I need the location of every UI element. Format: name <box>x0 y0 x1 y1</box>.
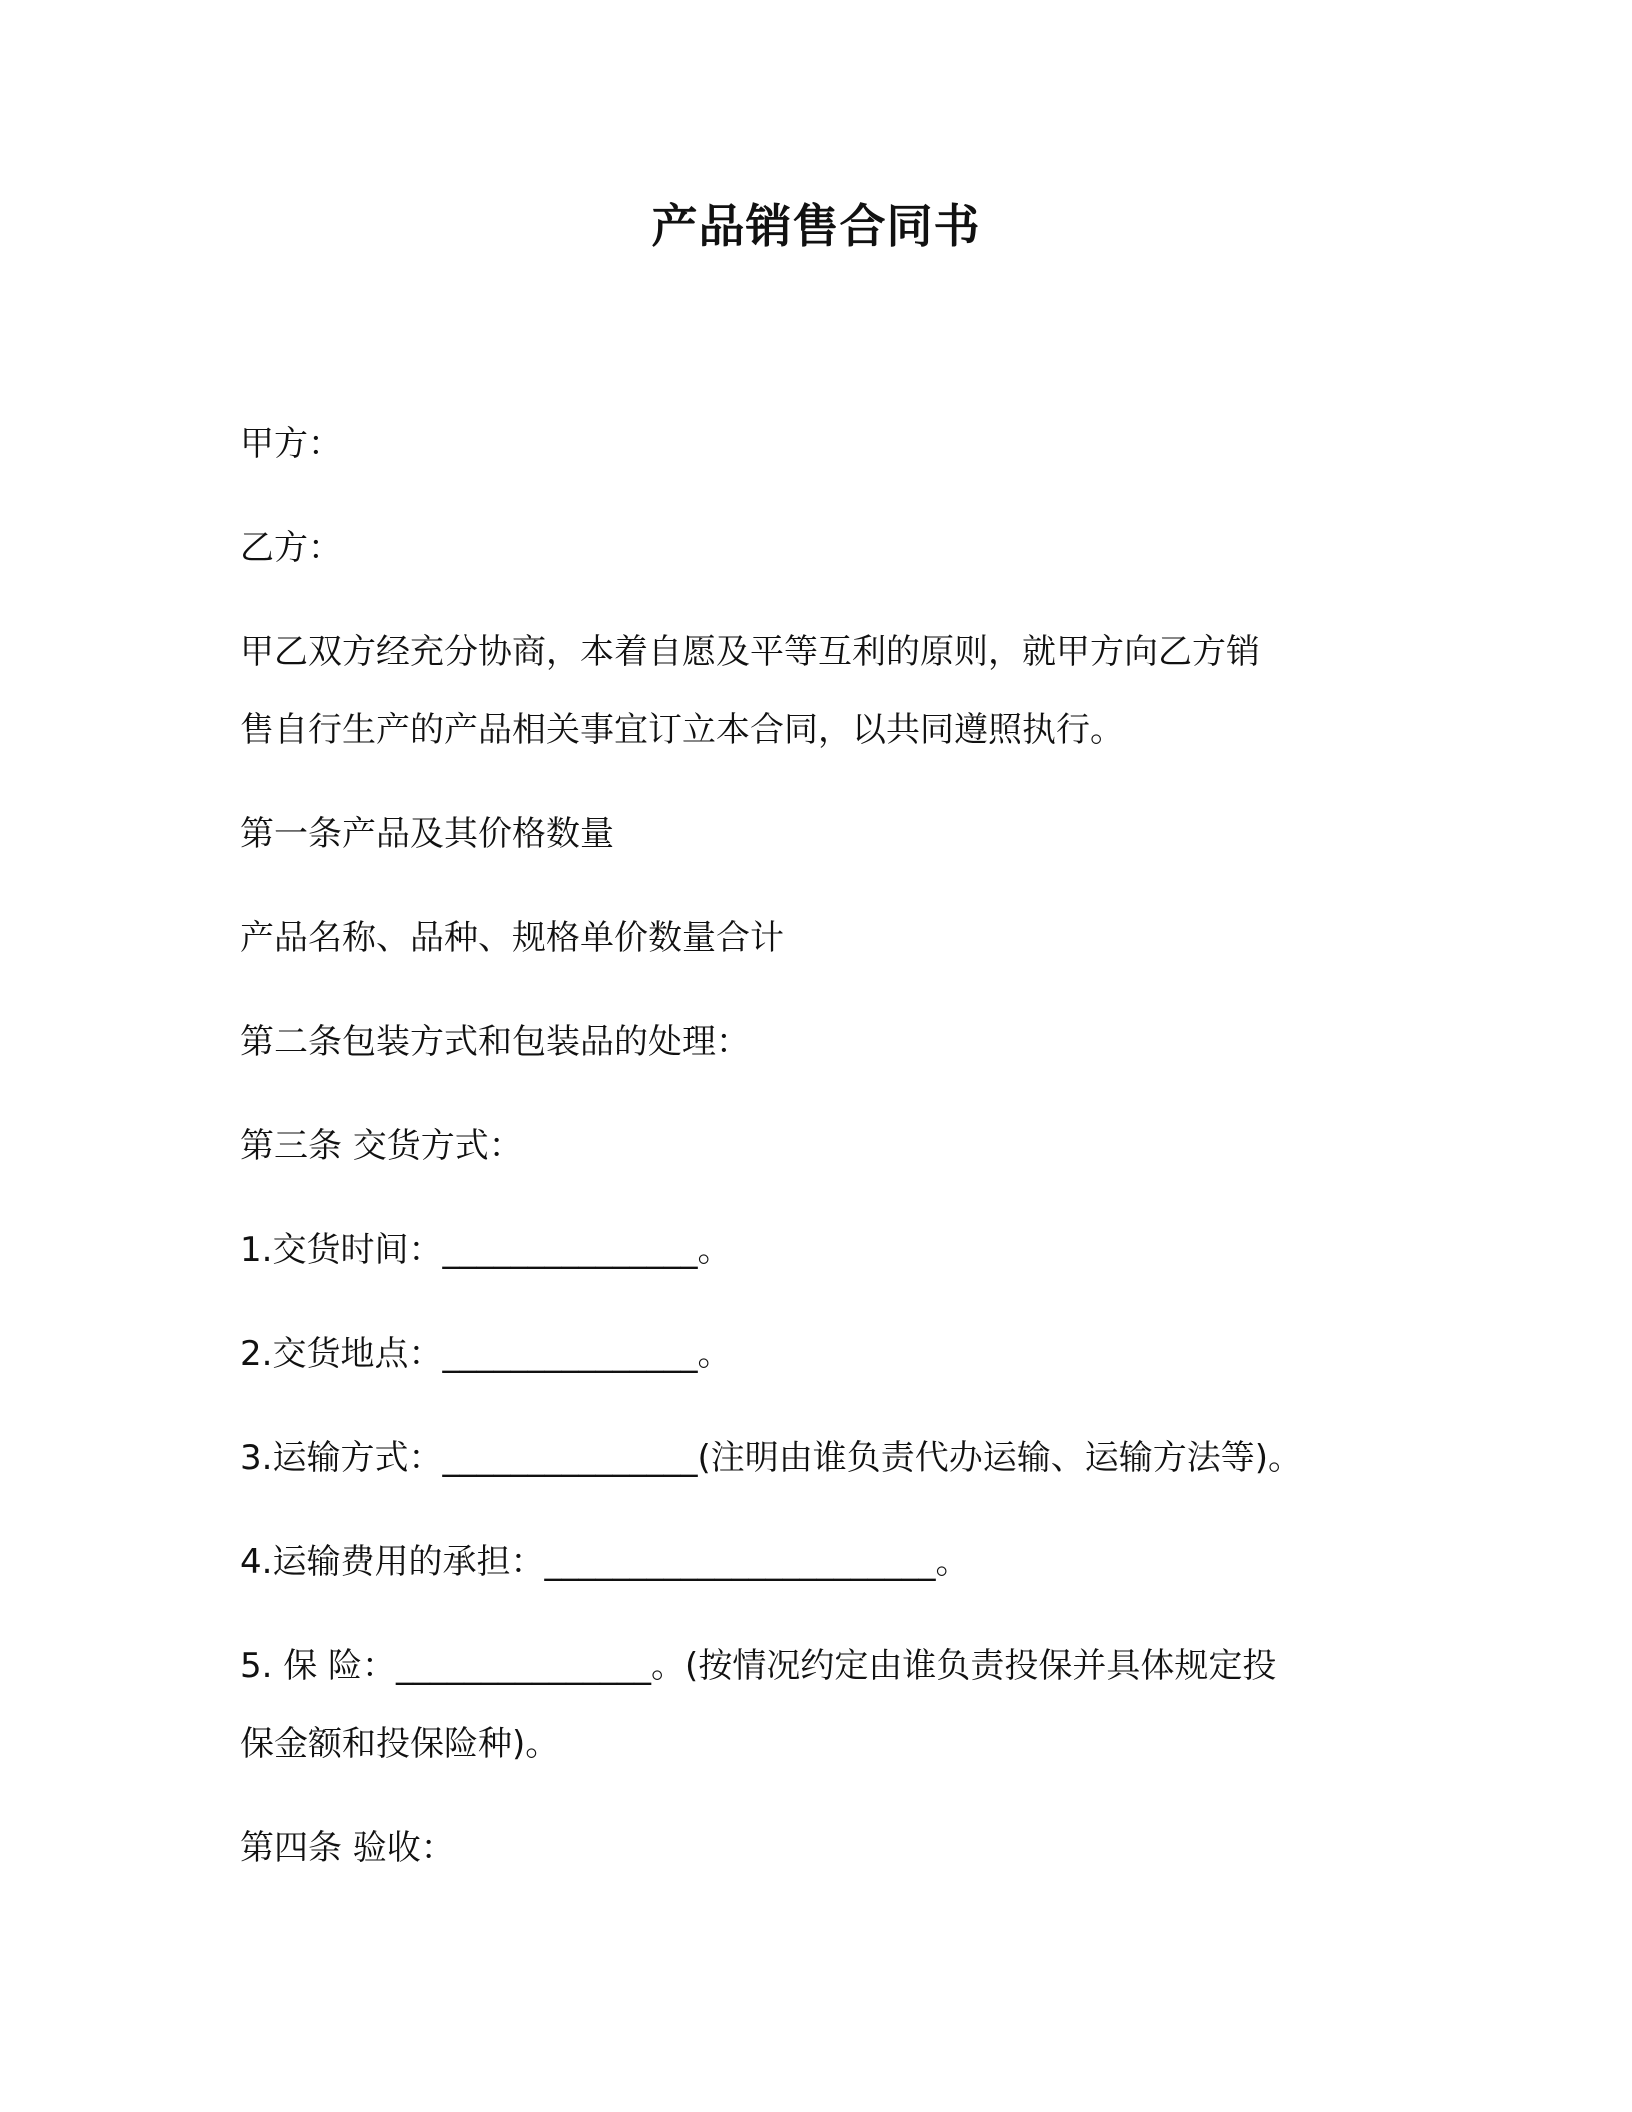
transport-method-line: 3.运输方式：_______________(注明由谁负责代办运输、运输方法等)。 <box>240 1438 1302 1478</box>
delivery-time-line: 1.交货时间：_______________。 <box>240 1230 732 1270</box>
article-1-heading: 第一条产品及其价格数量 <box>240 814 614 854</box>
preamble-line-1: 甲乙双方经充分协商，本着自愿及平等互利的原则，就甲方向乙方销 <box>240 632 1260 672</box>
document-title: 产品销售合同书 <box>651 199 981 253</box>
article-2-heading: 第二条包装方式和包装品的处理： <box>240 1022 750 1062</box>
preamble-line-2: 售自行生产的产品相关事宜订立本合同，以共同遵照执行。 <box>240 710 1124 750</box>
insurance-line-2: 保金额和投保险种)。 <box>240 1724 560 1764</box>
article-3-heading: 第三条 交货方式： <box>240 1126 523 1166</box>
party-a-line: 甲方： <box>240 424 342 464</box>
delivery-place-line: 2.交货地点：_______________。 <box>240 1334 732 1374</box>
transport-cost-line: 4.运输费用的承担：_______________________。 <box>240 1542 970 1582</box>
article-4-heading: 第四条 验收： <box>240 1828 455 1868</box>
product-columns-line: 产品名称、品种、规格单价数量合计 <box>240 918 784 958</box>
party-b-line: 乙方： <box>240 528 342 568</box>
insurance-line-1: 5. 保 险：_______________。(按情况约定由谁负责投保并具体规定投 <box>240 1646 1277 1686</box>
